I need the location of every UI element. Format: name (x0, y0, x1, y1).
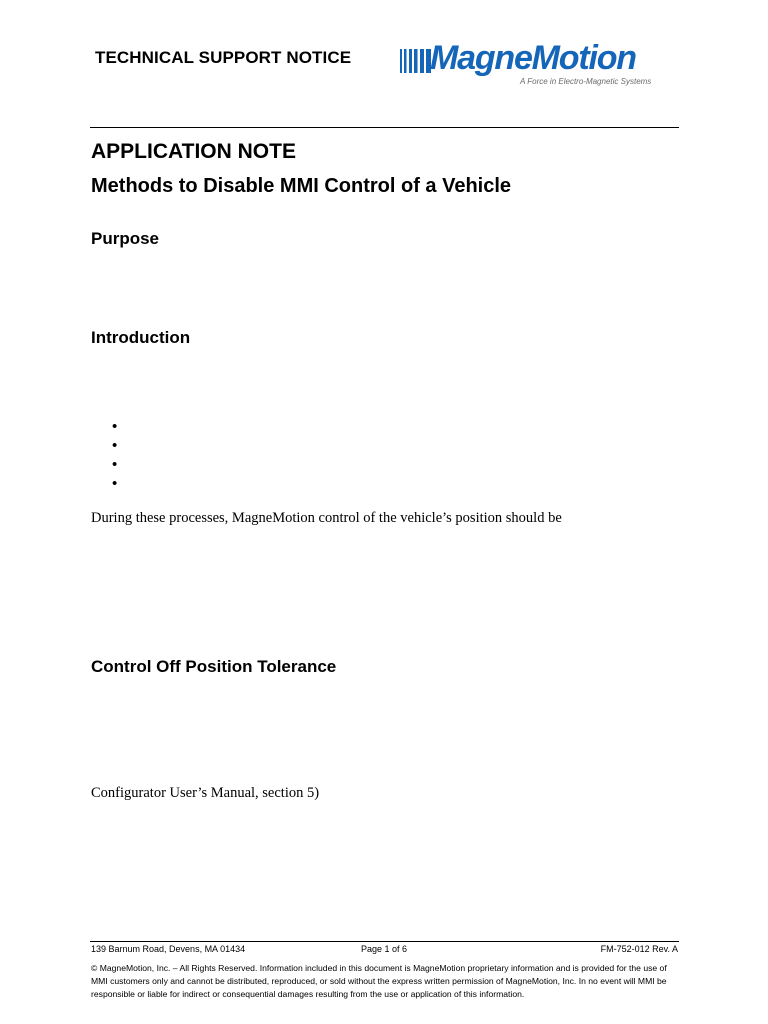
list-item: • (112, 418, 118, 435)
footer-divider (90, 941, 679, 942)
footer-address: 139 Barnum Road, Devens, MA 01434 (91, 944, 246, 954)
document-title: Methods to Disable MMI Control of a Vehicle (91, 175, 512, 197)
logo-wordmark: MagneMotion (430, 39, 636, 77)
bullet-list (112, 417, 117, 493)
footer-form-id: FM-752-012 Rev. A (600, 944, 678, 954)
list-item: • (112, 475, 118, 492)
section-heading-control-off: Control Off Position Tolerance (91, 657, 337, 676)
notice-title: TECHNICAL SUPPORT NOTICE (95, 48, 352, 67)
list-item: • (112, 456, 118, 473)
section-heading-introduction: Introduction (91, 328, 191, 347)
footer-page-number: Page 1 of 6 (361, 944, 408, 954)
list-item: • (112, 437, 118, 454)
intro-paragraph: During these processes, MagneMotion control of the vehicle’s position should be (91, 510, 562, 526)
manual-reference-text: Configurator User’s Manual, section 5) (91, 785, 320, 801)
header-divider (90, 127, 679, 128)
logo-tagline: A Force in Electro-Magnetic Systems (520, 77, 652, 86)
document-type-heading: APPLICATION NOTE (91, 140, 296, 163)
magnemotion-logo (396, 39, 668, 89)
section-heading-purpose: Purpose (91, 229, 160, 248)
footer-copyright: © MagneMotion, Inc. – All Rights Reserved. Information included in this document is MagneMotion proprietary information and is provided for the use of MMI customers only and cannot be distributed, reproduced, or sold without the express written permission of MagneMotion, Inc. In no event will MMI be responsible or liable for indirect or consequential damages resulting from the use or application of this information. (91, 963, 667, 999)
